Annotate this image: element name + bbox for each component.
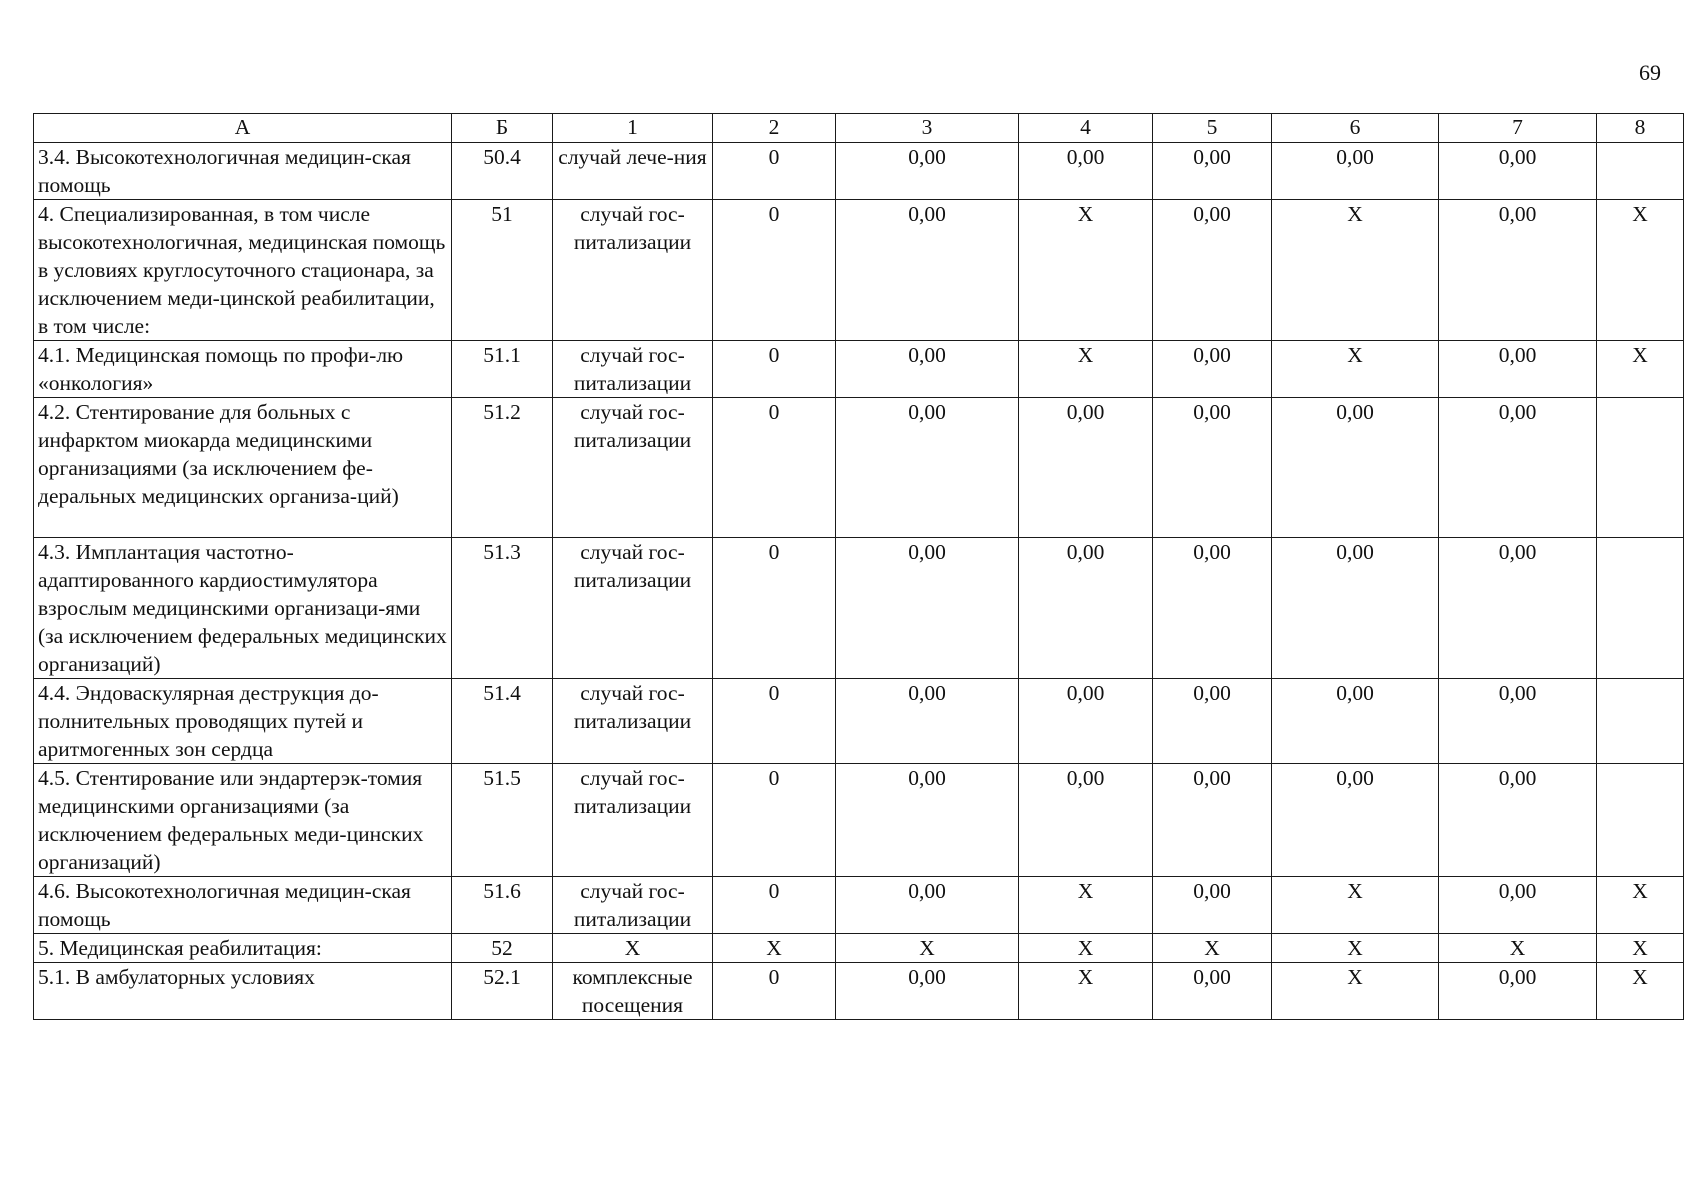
table-row (34, 877, 1684, 934)
value-cell: 0,00 (1272, 679, 1439, 764)
row-code-cell: 51 (452, 200, 553, 341)
value-cell (1597, 764, 1684, 877)
row-code-cell: 51.4 (452, 679, 553, 764)
table-row (34, 764, 1684, 877)
value-cell: X (1272, 877, 1439, 934)
value-cell: 0,00 (1439, 877, 1597, 934)
value-cell: X (1597, 341, 1684, 398)
value-cell: 0,00 (836, 398, 1019, 538)
value-cell: 0,00 (836, 341, 1019, 398)
row-code-cell: 51.2 (452, 398, 553, 538)
value-cell: X (713, 934, 836, 963)
value-cell: X (1272, 934, 1439, 963)
row-unit-cell: случай гос-питализации (553, 200, 713, 341)
table-row (34, 200, 1684, 341)
value-cell (1597, 538, 1684, 679)
value-cell: X (1272, 341, 1439, 398)
value-cell: 0 (713, 200, 836, 341)
row-code-cell: 50.4 (452, 143, 553, 200)
value-cell: X (1272, 200, 1439, 341)
row-unit-cell: случай гос-питализации (553, 398, 713, 538)
row-name-cell: 4.6. Высокотехнологичная медицин-ская помощь (34, 877, 452, 934)
value-cell (1597, 679, 1684, 764)
row-unit-cell: комплексные посещения (553, 963, 713, 1020)
row-code-cell: 51.3 (452, 538, 553, 679)
table-row (34, 538, 1684, 679)
value-cell: 0,00 (836, 679, 1019, 764)
value-cell: 0,00 (1439, 538, 1597, 679)
value-cell: 0,00 (1019, 679, 1153, 764)
table-row (34, 934, 1684, 963)
value-cell: 0,00 (1153, 963, 1272, 1020)
row-unit-cell: случай гос-питализации (553, 764, 713, 877)
row-name-cell: 5.1. В амбулаторных условиях (34, 963, 452, 1020)
value-cell: X (836, 934, 1019, 963)
table-row (34, 679, 1684, 764)
row-name-cell: 4. Специализированная, в том числе высокотехнологичная, медицинская помощь в условиях круглосуточного стационара, за исключением меди-цинской реабилитации, в том числе: (34, 200, 452, 341)
row-code-cell: 51.5 (452, 764, 553, 877)
column-header: 3 (836, 114, 1019, 143)
row-name-cell: 4.2. Стентирование для больных с инфарктом миокарда медицинскими организациями (за исключением фе-деральных медицинских организа-ций) (34, 398, 452, 538)
value-cell (1597, 143, 1684, 200)
value-cell: 0 (713, 538, 836, 679)
value-cell: 0,00 (1153, 398, 1272, 538)
value-cell: 0,00 (1153, 877, 1272, 934)
row-code-cell: 51.1 (452, 341, 553, 398)
value-cell: 0,00 (1153, 764, 1272, 877)
table-row (34, 398, 1684, 538)
column-header: 1 (553, 114, 713, 143)
column-header: 7 (1439, 114, 1597, 143)
value-cell: 0 (713, 143, 836, 200)
data-table (33, 113, 1684, 1020)
value-cell: 0 (713, 341, 836, 398)
value-cell: 0,00 (1272, 143, 1439, 200)
column-header: 8 (1597, 114, 1684, 143)
value-cell: 0,00 (1439, 398, 1597, 538)
value-cell (1597, 398, 1684, 538)
column-header: Б (452, 114, 553, 143)
row-unit-cell: случай гос-питализации (553, 538, 713, 679)
value-cell: 0,00 (836, 963, 1019, 1020)
value-cell: 0,00 (1019, 143, 1153, 200)
column-header: А (34, 114, 452, 143)
value-cell: 0,00 (1019, 538, 1153, 679)
row-code-cell: 52.1 (452, 963, 553, 1020)
value-cell: 0,00 (836, 538, 1019, 679)
row-unit-cell: X (553, 934, 713, 963)
value-cell: 0,00 (836, 877, 1019, 934)
value-cell: X (1019, 934, 1153, 963)
value-cell: 0,00 (1153, 200, 1272, 341)
value-cell: 0,00 (1439, 200, 1597, 341)
value-cell: 0,00 (1272, 764, 1439, 877)
column-header: 4 (1019, 114, 1153, 143)
header-row (34, 114, 1684, 143)
row-name-cell: 5. Медицинская реабилитация: (34, 934, 452, 963)
value-cell: 0,00 (1439, 341, 1597, 398)
row-unit-cell: случай гос-питализации (553, 679, 713, 764)
value-cell: 0,00 (836, 143, 1019, 200)
value-cell: 0 (713, 764, 836, 877)
value-cell: X (1597, 934, 1684, 963)
value-cell: 0,00 (1153, 679, 1272, 764)
value-cell: 0 (713, 963, 836, 1020)
column-header: 5 (1153, 114, 1272, 143)
value-cell: 0,00 (1439, 963, 1597, 1020)
value-cell: 0,00 (1439, 679, 1597, 764)
row-unit-cell: случай гос-питализации (553, 877, 713, 934)
value-cell: 0,00 (1439, 764, 1597, 877)
value-cell: X (1597, 963, 1684, 1020)
row-name-cell: 4.3. Имплантация частотно-адаптированного кардиостимулятора взрослым медицинскими организаци-ями (за исключением федеральных медицинских организаций) (34, 538, 452, 679)
table-row (34, 963, 1684, 1020)
value-cell: X (1019, 877, 1153, 934)
row-name-cell: 4.4. Эндоваскулярная деструкция до-полнительных проводящих путей и аритмогенных зон сердца (34, 679, 452, 764)
value-cell: 0,00 (1153, 143, 1272, 200)
value-cell: 0,00 (1019, 764, 1153, 877)
value-cell: 0,00 (836, 764, 1019, 877)
value-cell: X (1019, 200, 1153, 341)
value-cell: 0 (713, 679, 836, 764)
table-row (34, 341, 1684, 398)
value-cell: X (1153, 934, 1272, 963)
value-cell: X (1019, 341, 1153, 398)
row-name-cell: 4.5. Стентирование или эндартерэк-томия медицинскими организациями (за исключением федеральных меди-цинских организаций) (34, 764, 452, 877)
value-cell: X (1597, 877, 1684, 934)
value-cell: 0,00 (1019, 398, 1153, 538)
value-cell: 0,00 (1272, 398, 1439, 538)
column-header: 6 (1272, 114, 1439, 143)
row-name-cell: 3.4. Высокотехнологичная медицин-ская помощь (34, 143, 452, 200)
row-code-cell: 52 (452, 934, 553, 963)
table-row (34, 143, 1684, 200)
value-cell: X (1439, 934, 1597, 963)
row-unit-cell: случай гос-питализации (553, 341, 713, 398)
value-cell: X (1597, 200, 1684, 341)
value-cell: X (1019, 963, 1153, 1020)
value-cell: 0,00 (1153, 341, 1272, 398)
value-cell: 0 (713, 877, 836, 934)
page-number: 69 (1639, 60, 1661, 85)
row-name-cell: 4.1. Медицинская помощь по профи-лю «онкология» (34, 341, 452, 398)
column-header: 2 (713, 114, 836, 143)
row-unit-cell: случай лече-ния (553, 143, 713, 200)
row-code-cell: 51.6 (452, 877, 553, 934)
value-cell: 0 (713, 398, 836, 538)
value-cell: X (1272, 963, 1439, 1020)
value-cell: 0,00 (1272, 538, 1439, 679)
value-cell: 0,00 (1439, 143, 1597, 200)
value-cell: 0,00 (1153, 538, 1272, 679)
value-cell: 0,00 (836, 200, 1019, 341)
